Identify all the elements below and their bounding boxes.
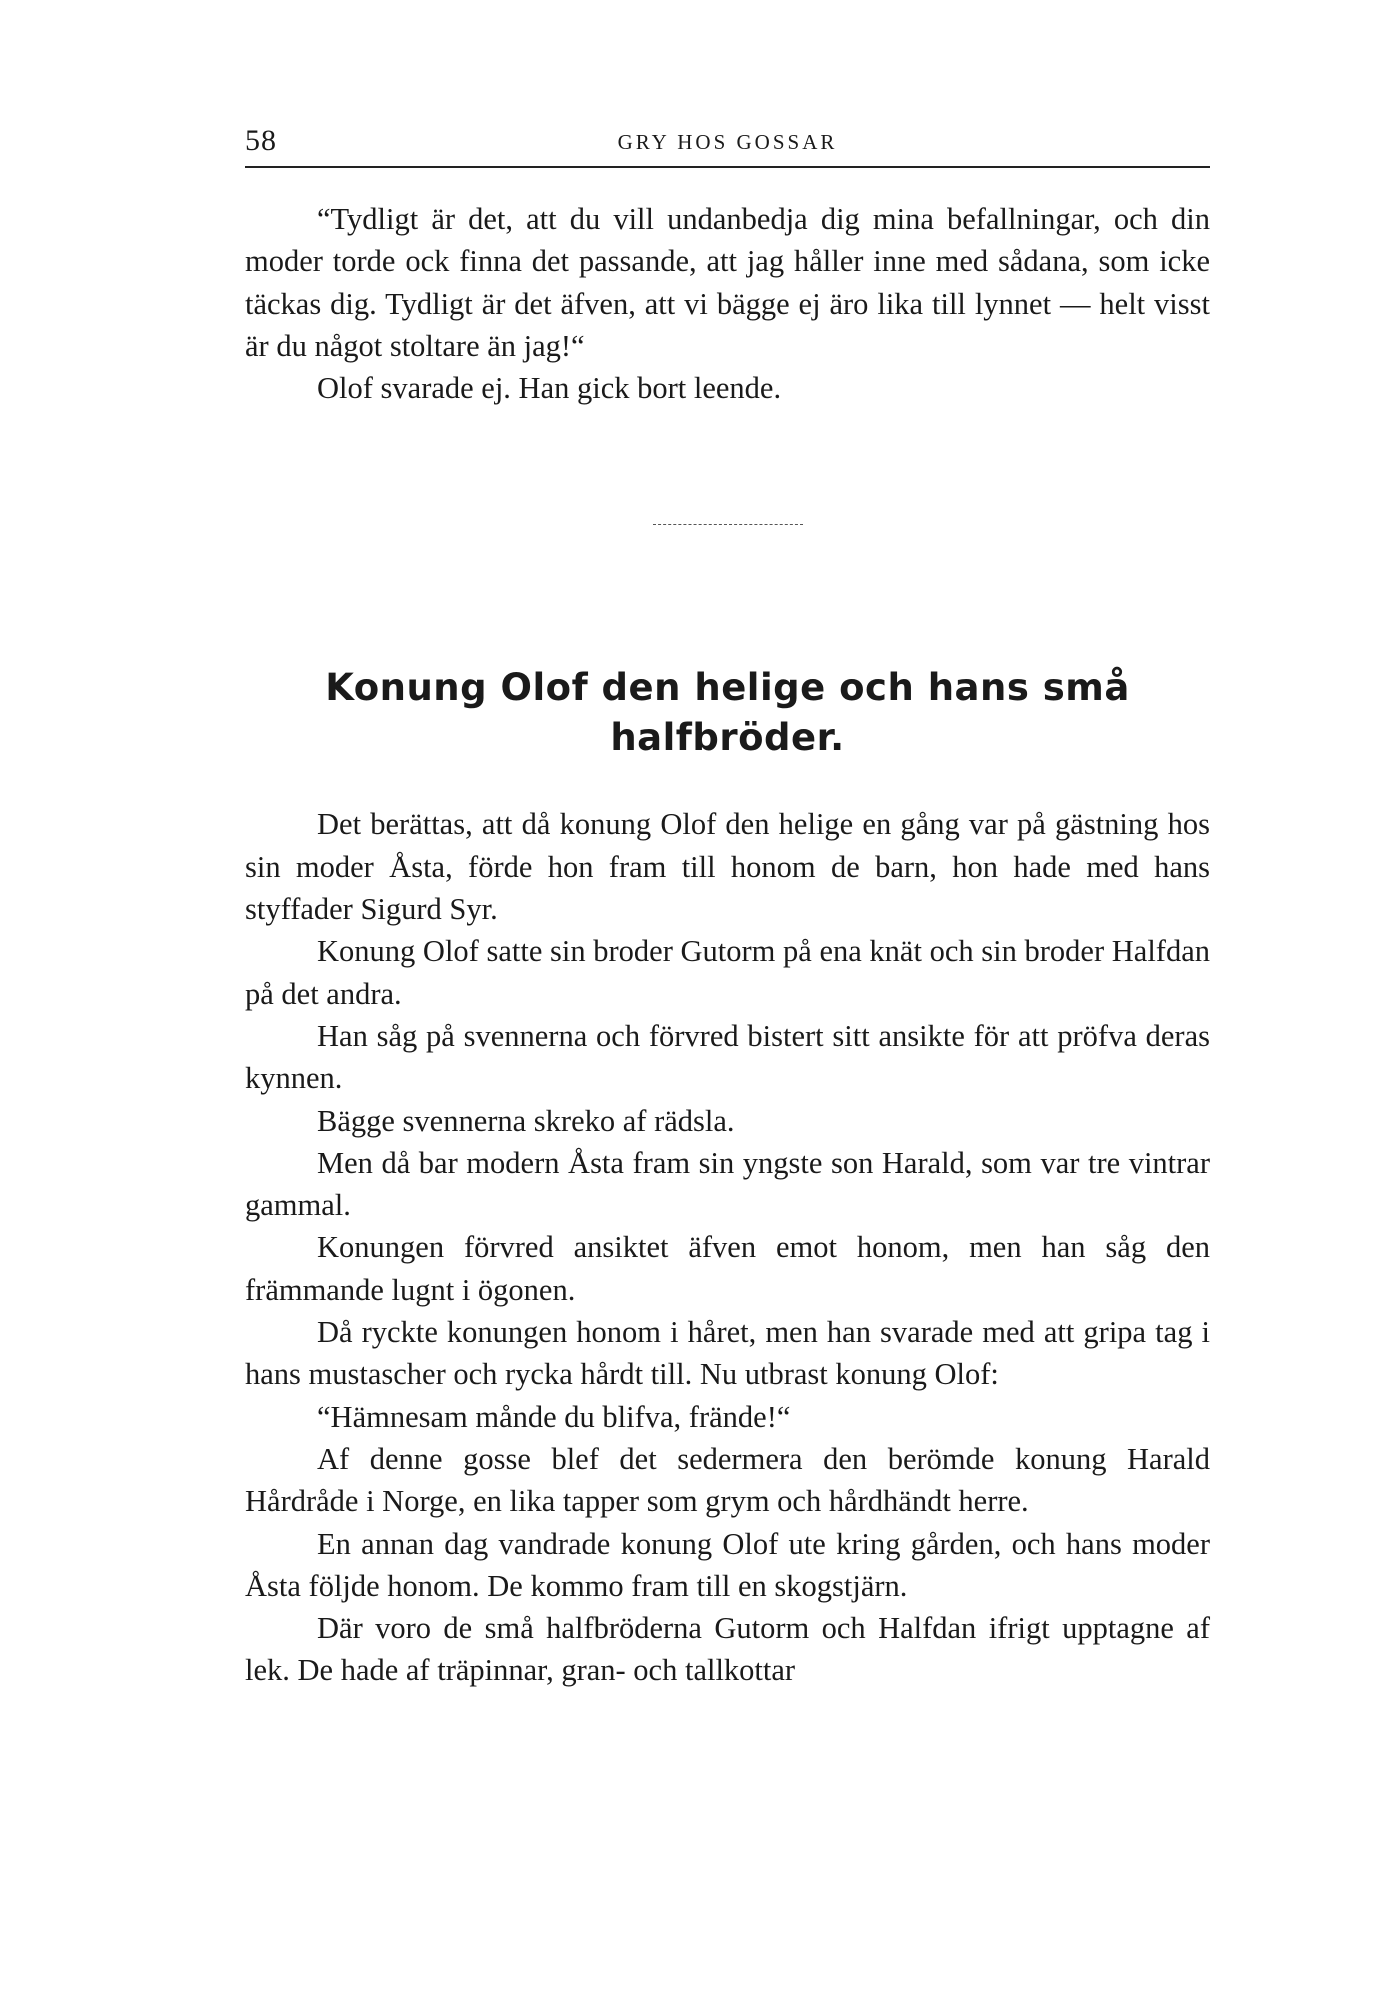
chapter-title: Konung Olof den helige och hans små halfbröder. xyxy=(325,666,1130,760)
paragraph: Han såg på svennerna och förvred bistert sitt ansikte för att pröfva deras kynnen. xyxy=(245,1018,1210,1096)
running-header xyxy=(245,120,1210,168)
running-title: GRY HOS GOSSAR xyxy=(617,130,838,154)
section-separator xyxy=(653,524,803,525)
paragraph: En annan dag vandrade konung Olof ute kring gården, och hans moder Åsta följde honom. De kommo fram till en skogstjärn. xyxy=(245,1526,1210,1603)
paragraph: “Tydligt är det, att du vill undanbedja dig mina befallningar, och din moder torde ock finna det passande, att jag håller inne med sådana, som icke täckas dig. Tydligt är det äfven, att vi bägge ej äro lika till lynnet — helt visst är du något stoltare än jag!“ xyxy=(245,202,1210,363)
paragraph: Där voro de små halfbröderna Gutorm och Halfdan ifrigt upptagne af lek. De hade af träpinnar, gran- och tallkottar xyxy=(245,1611,1210,1688)
paragraph: Af denne gosse blef det sedermera den berömde konung Harald Hårdråde i Norge, en lika tapper som grym och hårdhändt herre. xyxy=(245,1441,1210,1519)
previous-chapter-ending xyxy=(245,198,1210,409)
page-number: 58 xyxy=(245,124,277,157)
paragraph: “Hämnesam månde du blifva, frände!“ xyxy=(317,1399,791,1434)
paragraph: Konungen förvred ansiktet äfven emot honom, men han såg den främmande lugnt i ögonen. xyxy=(245,1230,1210,1307)
paragraph: Bägge svennerna skreko af rädsla. xyxy=(317,1103,735,1138)
paragraph: Då ryckte konungen honom i håret, men han svarade med att gripa tag i hans mustascher och rycka hårdt till. Nu utbrast konung Olof: xyxy=(245,1315,1210,1392)
paragraph: Olof svarade ej. Han gick bort leende. xyxy=(317,371,782,406)
paragraph: Konung Olof satte sin broder Gutorm på ena knät och sin broder Halfdan på det andra. xyxy=(245,934,1210,1011)
book-page xyxy=(245,120,1210,1692)
paragraph: Det berättas, att då konung Olof den helige en gång var på gästning hos sin moder Åsta, förde hon fram till honom de barn, hon hade med hans styffader Sigurd Syr. xyxy=(245,807,1210,927)
chapter-body xyxy=(245,803,1210,1691)
paragraph: Men då bar modern Åsta fram sin yngste son Harald, som var tre vintrar gammal. xyxy=(245,1145,1210,1223)
